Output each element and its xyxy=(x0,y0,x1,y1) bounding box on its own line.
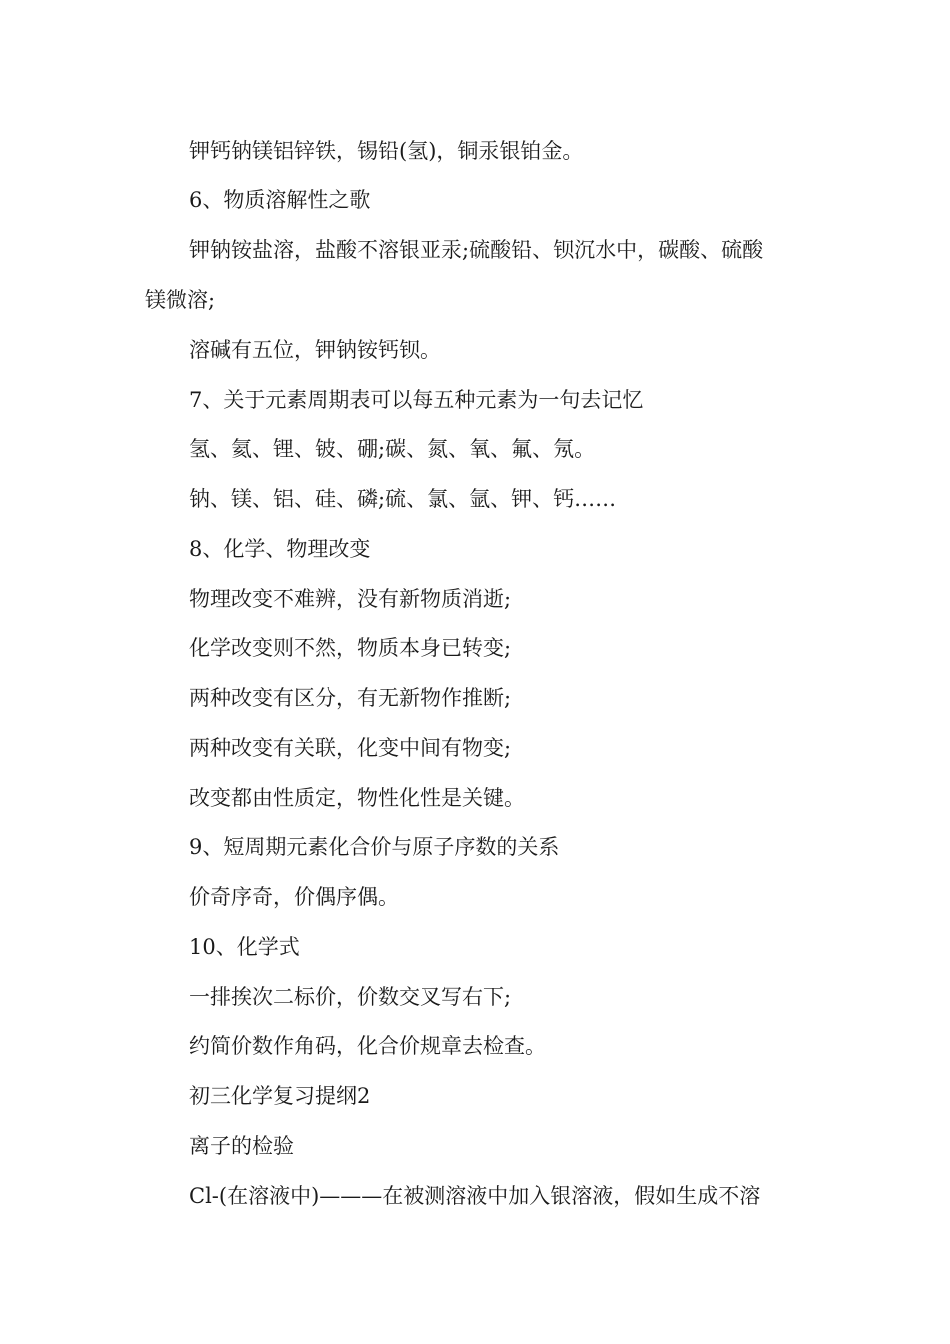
text-line-metal-activity: 钾钙钠镁铝锌铁，锡铅(氢)，铜汞银铂金。 xyxy=(189,139,584,163)
heading-outline-2: 初三化学复习提纲2 xyxy=(189,1084,371,1108)
heading-ion-test: 离子的检验 xyxy=(189,1134,294,1158)
heading-periodic-table: 7、关于元素周期表可以每五种元素为一句去记忆 xyxy=(189,388,644,412)
text-line-formula-1: 一排挨次二标价，价数交叉写右下; xyxy=(189,985,512,1009)
text-line-solubility-2: 溶碱有五位，钾钠铵钙钡。 xyxy=(189,338,441,362)
heading-chemical-physical-change: 8、化学、物理改变 xyxy=(189,537,371,561)
text-line-change-4: 两种改变有关联，化变中间有物变; xyxy=(189,736,512,760)
text-line-chloride-test: Cl-(在溶液中)———在被测溶液中加入银溶液，假如生成不溶 xyxy=(189,1184,761,1208)
heading-valence-atomic-number: 9、短周期元素化合价与原子序数的关系 xyxy=(189,835,560,859)
text-line-change-2: 化学改变则不然，物质本身已转变; xyxy=(189,636,512,660)
text-line-change-1: 物理改变不难辨，没有新物质消逝; xyxy=(189,587,512,611)
text-line-valence: 价奇序奇，价偶序偶。 xyxy=(189,885,399,909)
heading-chemical-formula: 10、化学式 xyxy=(189,935,300,959)
text-line-change-5: 改变都由性质定，物性化性是关键。 xyxy=(189,786,525,810)
text-line-formula-2: 约简价数作角码，化合价规章去检查。 xyxy=(189,1034,546,1058)
heading-solubility-song: 6、物质溶解性之歌 xyxy=(189,188,371,212)
text-line-change-3: 两种改变有区分，有无新物作推断; xyxy=(189,686,512,710)
text-line-elements-1: 氢、氦、锂、铍、硼;碳、氮、氧、氟、氖。 xyxy=(189,437,596,461)
text-line-solubility-1: 钾钠铵盐溶，盐酸不溶银亚汞;硫酸铅、钡沉水中，碳酸、硫酸 xyxy=(189,238,764,262)
text-line-elements-2: 钠、镁、铝、硅、磷;硫、氯、氩、钾、钙…… xyxy=(189,487,617,511)
text-line-solubility-1-cont: 镁微溶; xyxy=(145,288,216,312)
